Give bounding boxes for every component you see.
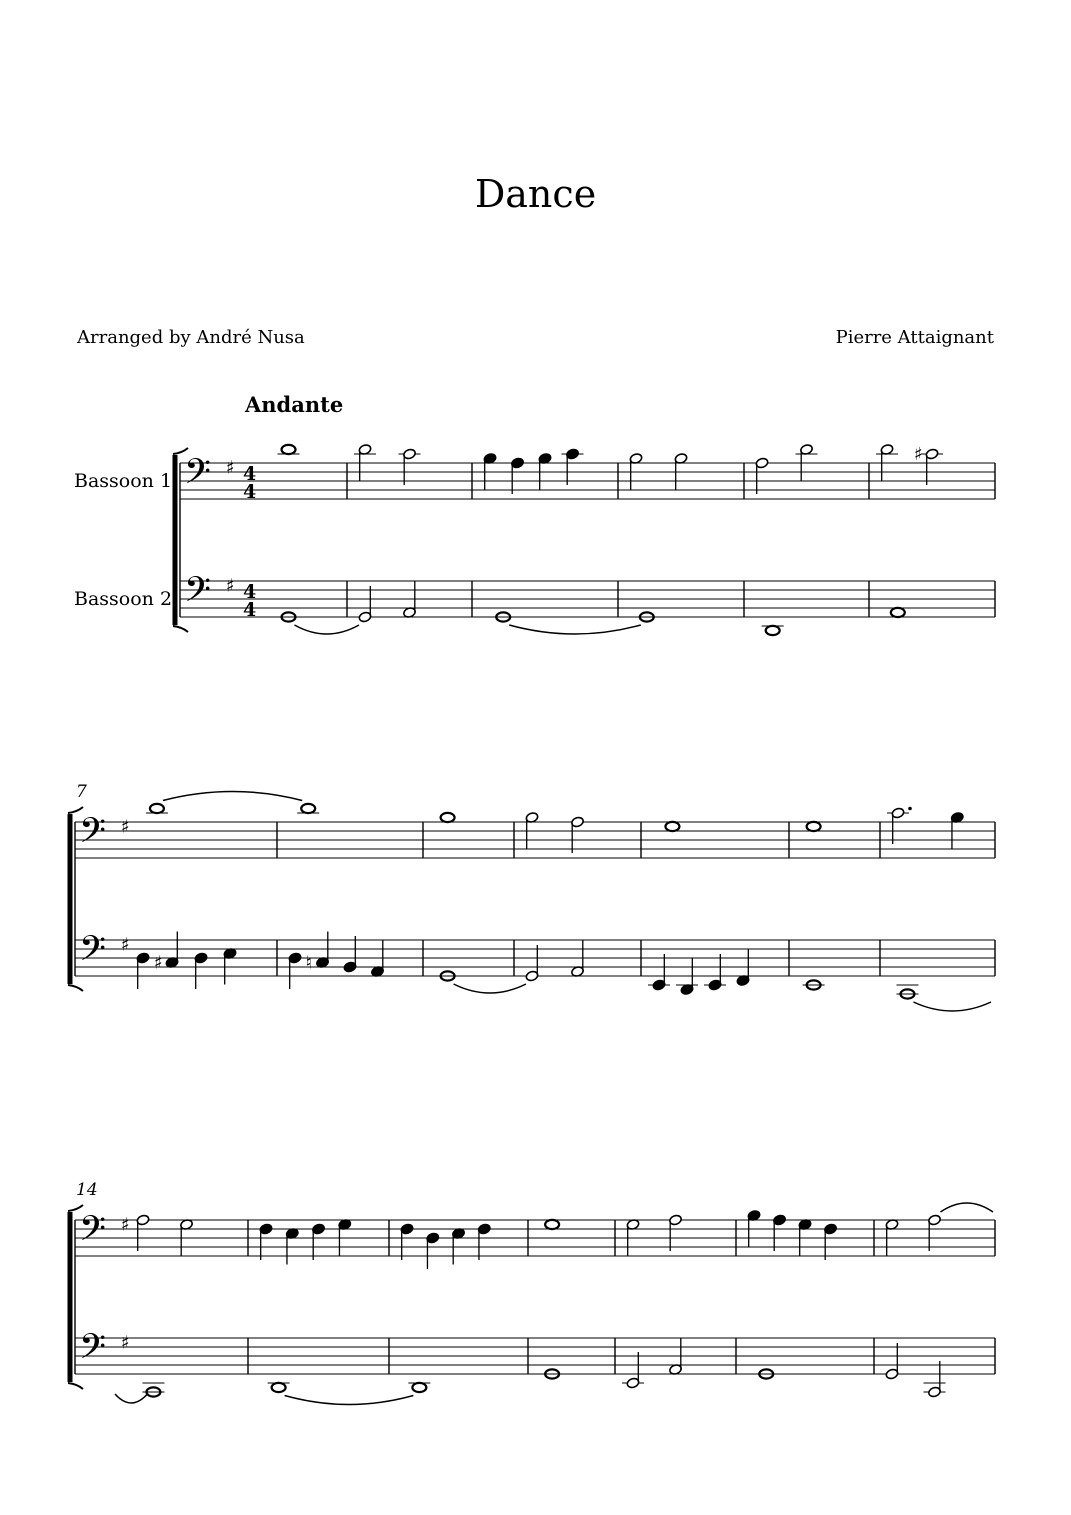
- time-signature: 4: [243, 481, 257, 503]
- note: [338, 1219, 352, 1256]
- tie: [115, 1394, 147, 1403]
- svg-text:𝄢: 𝄢: [79, 928, 107, 977]
- note: [676, 959, 698, 996]
- note: [807, 822, 821, 831]
- note: [343, 936, 357, 973]
- tie: [913, 1002, 991, 1011]
- note: [928, 1214, 942, 1251]
- arranger-credit: Arranged by André Nusa: [77, 327, 305, 348]
- note: [622, 1352, 644, 1389]
- note: [626, 1219, 640, 1256]
- svg-text:♯: ♯: [226, 457, 235, 479]
- staff-bassoon-2: [75, 928, 995, 977]
- measure-number: 7: [76, 782, 87, 802]
- note: [896, 985, 918, 999]
- svg-text:♯: ♯: [914, 444, 923, 465]
- note: [747, 1210, 761, 1247]
- note: [798, 1219, 812, 1256]
- tie: [454, 984, 526, 993]
- note: [136, 952, 150, 989]
- note: [358, 586, 372, 623]
- tie: [295, 625, 359, 634]
- note: [704, 954, 726, 991]
- composer-credit: Pierre Attaignant: [835, 327, 994, 348]
- svg-text:♯: ♯: [121, 1332, 130, 1354]
- note: [312, 1223, 326, 1260]
- note: [278, 445, 300, 454]
- time-signature: 4: [243, 463, 257, 485]
- note: [762, 626, 784, 635]
- staff-bassoon-2: [180, 569, 995, 621]
- note: [477, 1223, 491, 1260]
- tie: [163, 792, 302, 801]
- note: [876, 444, 898, 481]
- note: [268, 1383, 290, 1392]
- note: [146, 804, 168, 813]
- note: [803, 980, 825, 989]
- svg-text:♮: ♮: [305, 952, 312, 974]
- tie: [941, 1203, 994, 1212]
- note: [452, 1228, 466, 1265]
- svg-text:♯: ♯: [121, 816, 130, 838]
- note: [736, 950, 750, 987]
- measure-number: 14: [76, 1180, 98, 1200]
- note: [403, 582, 417, 619]
- tie: [285, 1396, 414, 1405]
- instrument-label-bassoon-2: Bassoon 2: [74, 588, 173, 610]
- svg-text:𝄢: 𝄢: [79, 810, 107, 859]
- score-title: Dance: [474, 172, 597, 216]
- note: [914, 444, 943, 485]
- note: [285, 1228, 299, 1265]
- staff-bassoon-1: [180, 451, 995, 503]
- note: [259, 1223, 273, 1260]
- note: [399, 448, 421, 485]
- instrument-label-bassoon-1: Bassoon 1: [74, 470, 173, 492]
- staff-bassoon-2: [75, 1326, 995, 1375]
- note: [142, 1383, 164, 1397]
- svg-text:♯: ♯: [226, 575, 235, 597]
- note: [629, 453, 643, 490]
- note: [891, 608, 905, 617]
- note: [483, 453, 497, 490]
- svg-text:♯: ♯: [121, 934, 130, 956]
- note: [885, 1219, 899, 1256]
- note: [773, 1214, 787, 1251]
- note: [288, 952, 302, 989]
- note: [755, 457, 769, 494]
- time-signature: 4: [243, 599, 257, 621]
- note: [669, 1339, 683, 1376]
- staff-system: [68, 792, 995, 1012]
- staff-system: [68, 1203, 995, 1405]
- svg-text:𝄢: 𝄢: [79, 1326, 107, 1375]
- note: [545, 1220, 559, 1229]
- note: [674, 453, 688, 490]
- svg-text:𝄢: 𝄢: [184, 569, 212, 618]
- note: [400, 1223, 414, 1260]
- svg-text:♯: ♯: [121, 1214, 130, 1236]
- staff-system: [173, 444, 995, 636]
- svg-text:𝄢: 𝄢: [79, 1208, 107, 1257]
- note: [538, 453, 552, 490]
- note: [371, 941, 385, 978]
- note: [796, 444, 818, 481]
- svg-text:𝄢: 𝄢: [184, 451, 212, 500]
- note: [885, 1343, 899, 1380]
- note: [441, 813, 455, 822]
- note: [525, 812, 539, 849]
- note: [136, 1214, 150, 1251]
- note: [180, 1219, 194, 1256]
- note: [297, 804, 319, 813]
- svg-text:♯: ♯: [154, 952, 163, 974]
- note: [511, 457, 525, 494]
- note: [354, 444, 376, 481]
- staff-bassoon-1: [75, 1208, 995, 1257]
- time-signature: 4: [243, 581, 257, 603]
- note: [571, 941, 585, 978]
- note: [665, 822, 679, 831]
- tempo-marking: Andante: [245, 392, 344, 417]
- note: [887, 807, 912, 844]
- note: [408, 1383, 430, 1392]
- note: [223, 948, 237, 985]
- note: [426, 1232, 440, 1269]
- note: [648, 954, 670, 991]
- note: [669, 1214, 683, 1251]
- note: [924, 1361, 946, 1398]
- note: [562, 448, 584, 485]
- note: [194, 952, 208, 989]
- note: [950, 812, 964, 849]
- note: [824, 1223, 838, 1260]
- tie: [509, 625, 641, 634]
- note: [571, 816, 585, 853]
- note: [525, 945, 539, 982]
